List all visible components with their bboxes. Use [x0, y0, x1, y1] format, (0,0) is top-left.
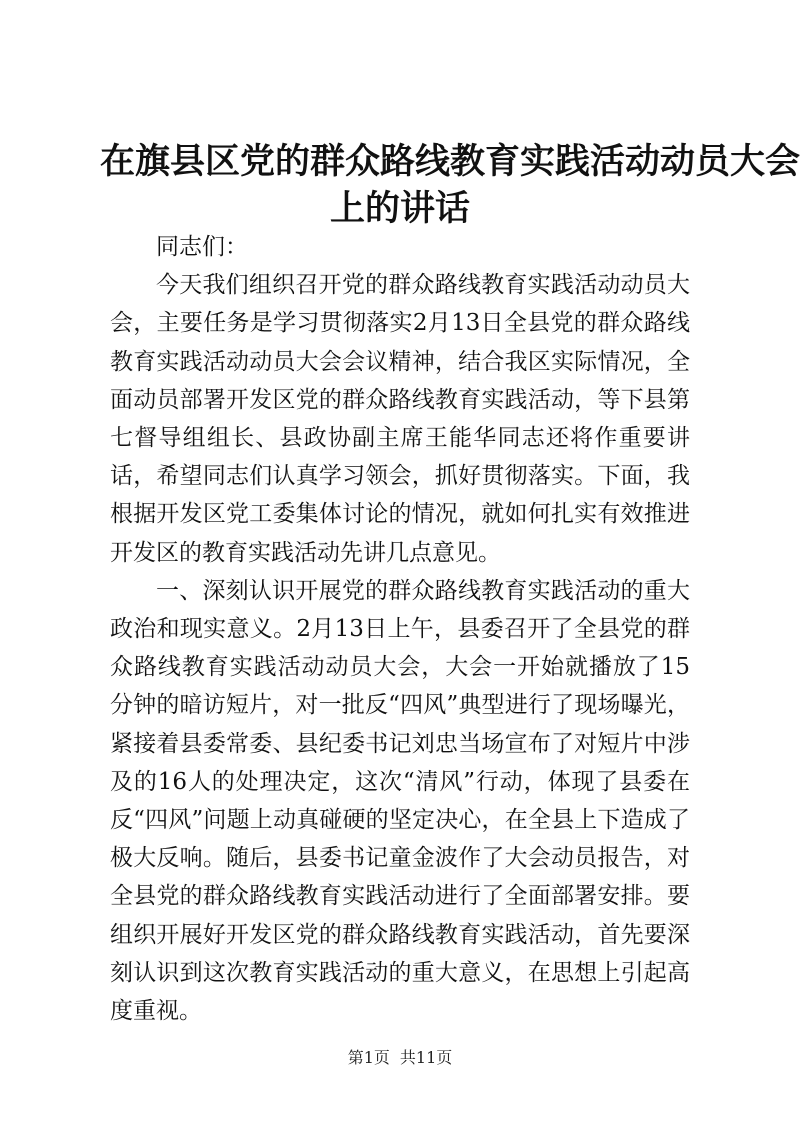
page-footer [0, 1048, 800, 1068]
page-total: 共11页 [399, 1048, 453, 1067]
title-line-2: 上的讲话 [329, 188, 470, 229]
paragraph-section-1: 一、深刻认识开展党的群众路线教育实践活动的重大政治和现实意义。2月13日上午，县委召开了全县党的群众路线教育实践活动动员大会，大会一开始就播放了15分钟的暗访短片，对一批反“四风”典型进行了现场曝光，紧接着县委常委、县纪委书记刘忠当场宣布了对短片中涉及的16人的处理决定，这次“清风”行动，体现了县委在反“四风”问题上动真碰硬的坚定决心，在全县上下造成了极大反响。随后，县委书记童金波作了大会动员报告，对全县党的群众路线教育实践活动进行了全面部署安排。要组织开展好开发区党的群众路线教育实践活动，首先要深刻认识到这次教育实践活动的重大意义，在思想上引起高度重视。 [110, 577, 690, 1025]
document-body [110, 228, 690, 1030]
salutation: 同志们： [156, 234, 248, 260]
paragraph-intro: 今天我们组织召开党的群众路线教育实践活动动员大会，主要任务是学习贯彻落实2月13日全县党的群众路线教育实践活动动员大会会议精神，结合我区实际情况，全面动员部署开发区党的群众路线教育实践活动，等下县第七督导组组长、县政协副主席王能华同志还将作重要讲话，希望同志们认真学习领会，抓好贯彻落实。下面，我根据开发区党工委集体讨论的情况，就如何扎实有效推进开发区的教育实践活动先讲几点意见。 [110, 272, 690, 566]
page-number: 第1页 [347, 1048, 390, 1067]
document-title [100, 138, 800, 232]
title-line-1: 在旗县区党的群众路线教育实践活动动员大会 [100, 141, 800, 182]
